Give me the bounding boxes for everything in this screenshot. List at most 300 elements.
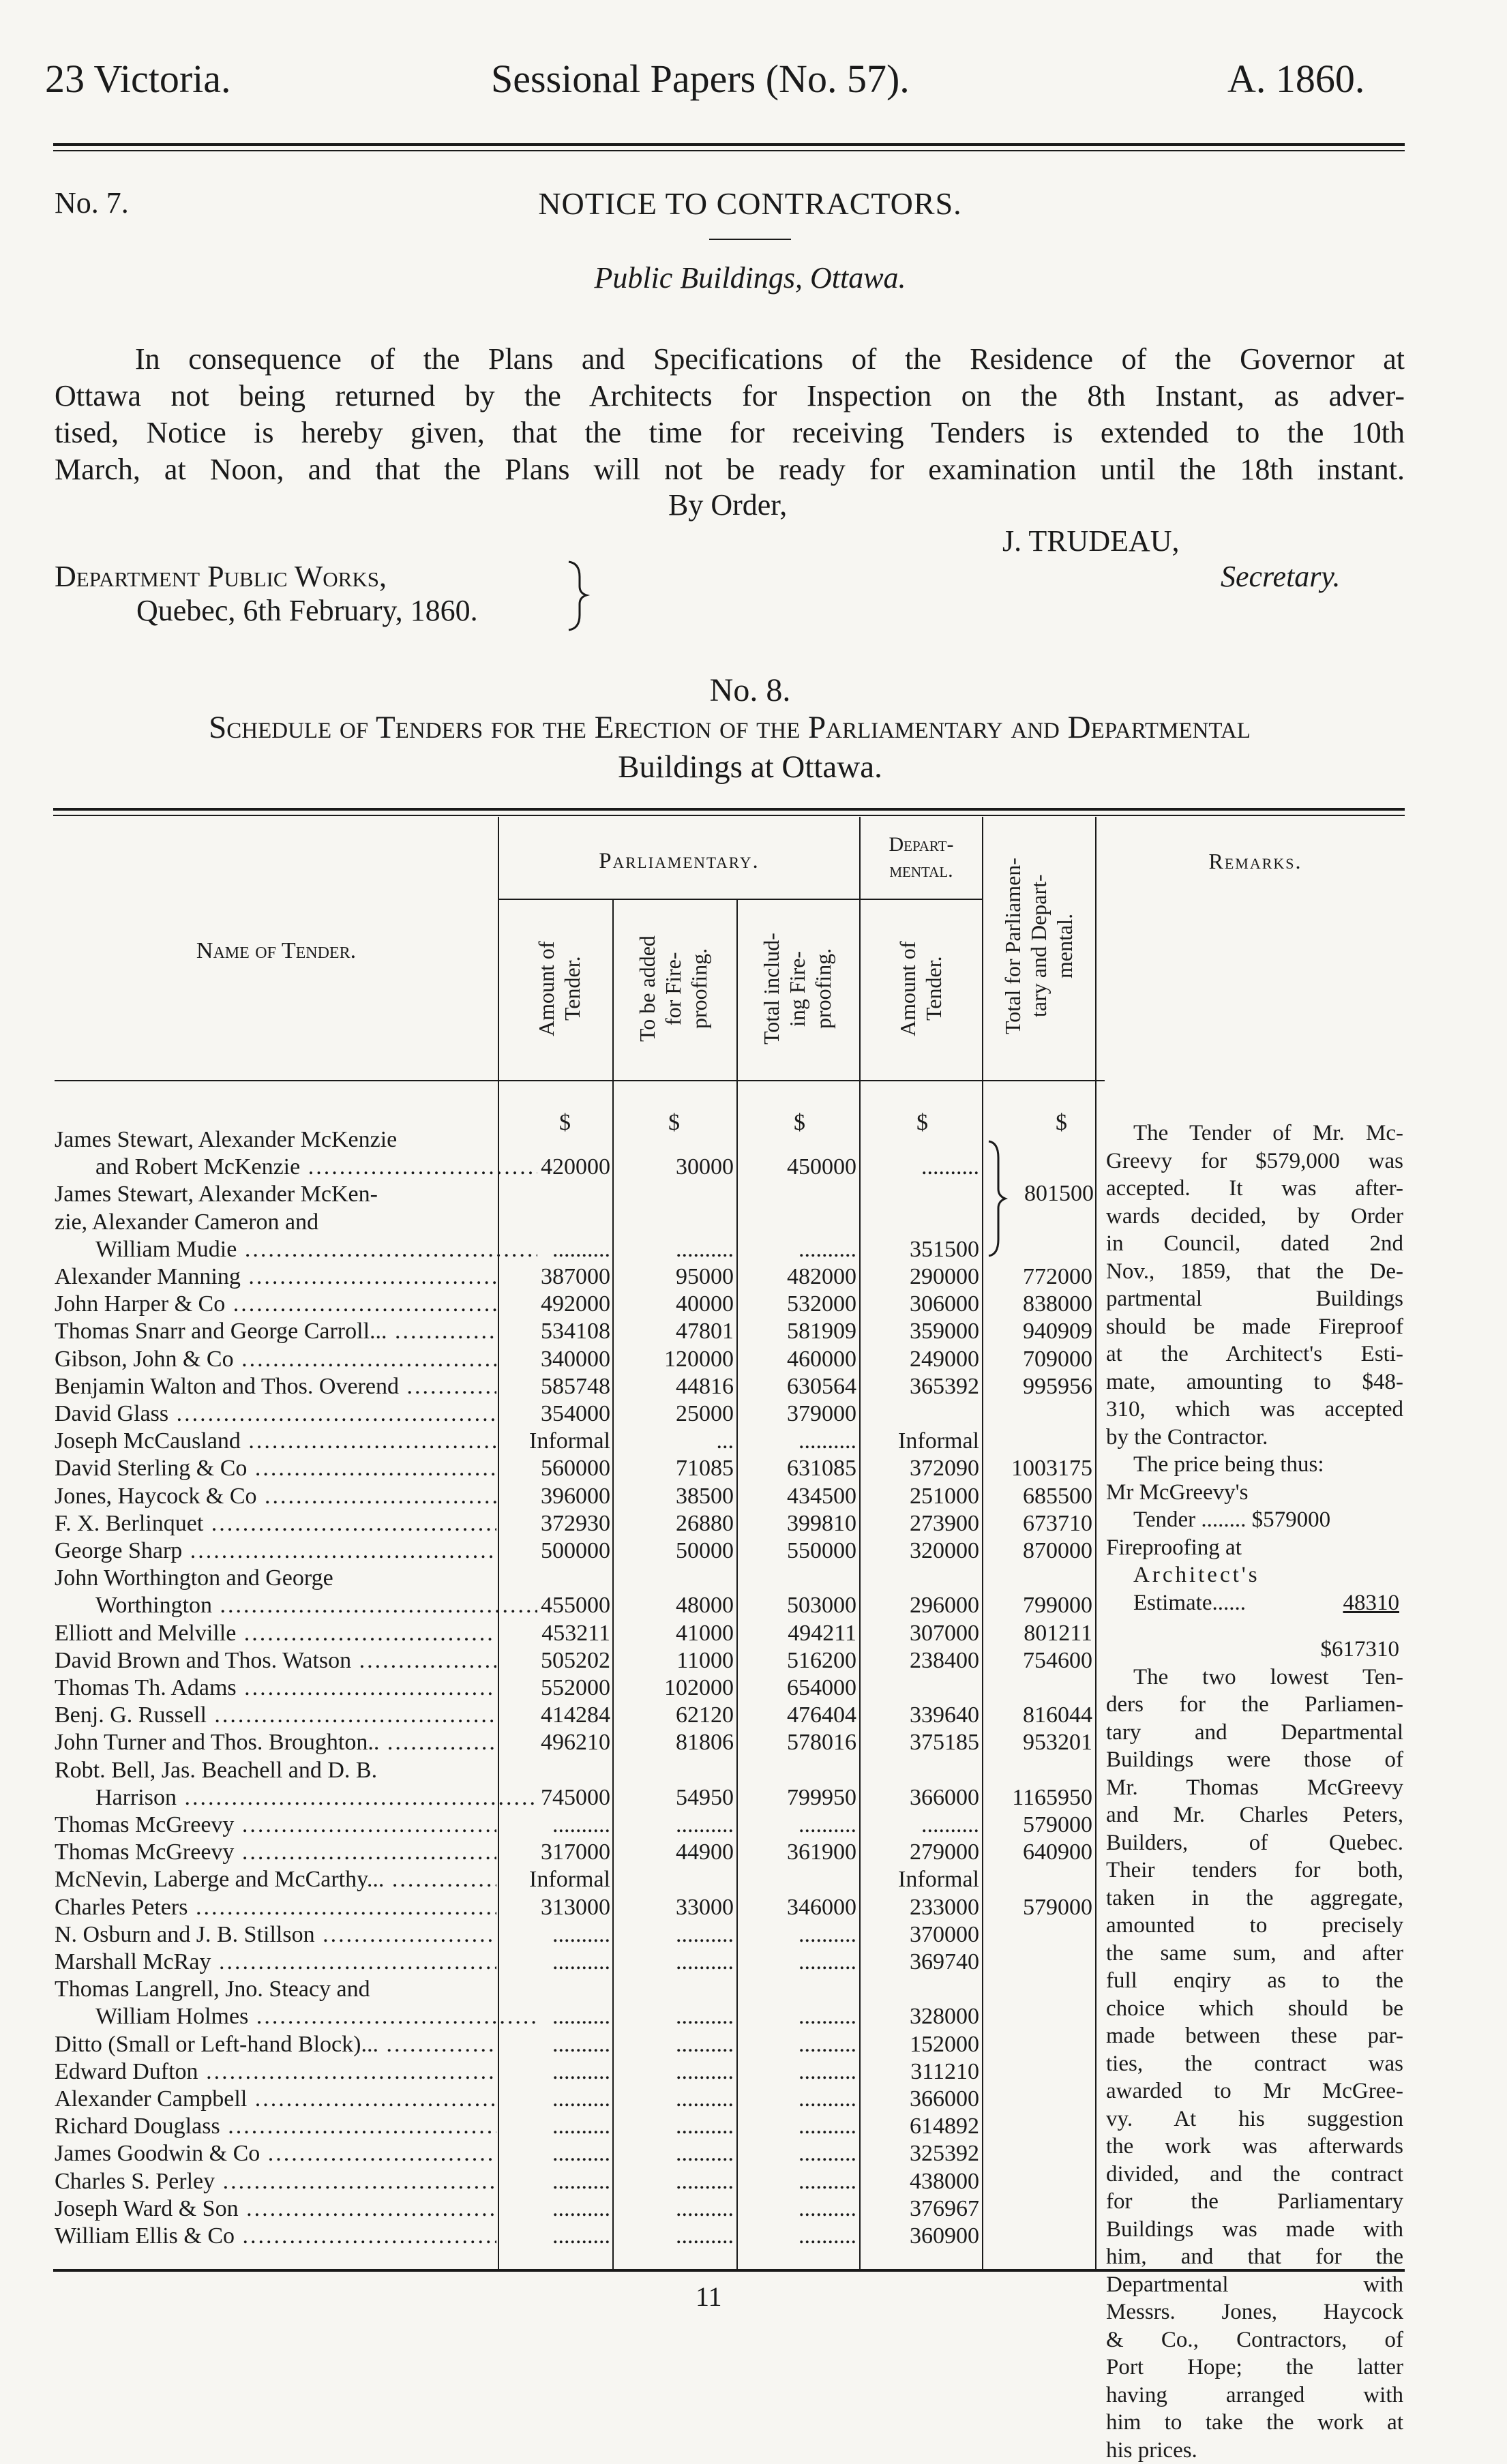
tender-name-text: Thomas Th. Adams: [55, 1675, 237, 1700]
amount-d: Informal: [863, 1866, 979, 1893]
remarks-line: should be made Fireproof: [1106, 1313, 1403, 1341]
amount-c: 631085: [741, 1455, 856, 1482]
amount-b: 26880: [618, 1510, 734, 1537]
amount-b: 38500: [618, 1483, 734, 1510]
tender-name: [55, 1126, 496, 1154]
col-fireproofing-header: [634, 907, 712, 1070]
amount-a: 500000: [501, 1537, 610, 1565]
amount-c: 581909: [741, 1318, 856, 1345]
tender-name-text: Joseph Ward & Son: [55, 2196, 239, 2221]
amount-a: ..........: [501, 2223, 610, 2250]
tender-name: [55, 2003, 537, 2030]
remarks-line: him to take the work at: [1106, 2409, 1403, 2437]
remarks-line: Greevy for $579,000 was: [1106, 1147, 1403, 1175]
tender-name: [55, 2140, 496, 2167]
amount-c: 476404: [741, 1702, 856, 1729]
remarks-line: Architect's: [1106, 1561, 1403, 1589]
by-order: By Order,: [668, 487, 787, 522]
amount-c: 460000: [741, 1346, 856, 1373]
amount-a: 414284: [501, 1702, 610, 1729]
table-row: [55, 1894, 1105, 1921]
tender-name: [55, 1510, 496, 1537]
remarks-line: The Tender of Mr. Mc-: [1106, 1120, 1403, 1147]
amount-b: ..........: [618, 2223, 734, 2250]
tender-name: [55, 1921, 496, 1949]
notice-title: NOTICE TO CONTRACTORS.: [409, 185, 1091, 222]
amount-c: 346000: [741, 1894, 856, 1921]
tender-name-text: Worthington: [95, 1593, 212, 1618]
amount-a: 552000: [501, 1674, 610, 1702]
amount-b: 25000: [618, 1400, 734, 1428]
amount-a: 313000: [501, 1894, 610, 1921]
remarks-line: awarded to Mr McGree-: [1106, 2077, 1403, 2105]
col-remarks-header: Remarks.: [1106, 849, 1405, 874]
table-row: [55, 1839, 1105, 1866]
amount-e: 709000: [983, 1346, 1092, 1373]
amount-d: 306000: [863, 1291, 979, 1318]
tender-name-text: Alexander Manning: [55, 1264, 241, 1289]
tender-name-text: George Sharp: [55, 1538, 182, 1563]
col-dep-amount-header: [895, 907, 946, 1070]
table-row: [55, 2003, 1105, 2030]
amount-e: 801211: [983, 1620, 1092, 1647]
tender-name-text: Richard Douglass: [55, 2114, 220, 2139]
amount-c: ..........: [741, 2113, 856, 2140]
signer-name: J. TRUDEAU,: [1002, 524, 1180, 558]
amount-a: 455000: [501, 1592, 610, 1619]
amount-a: 496210: [501, 1729, 610, 1756]
col-amount-header: [533, 907, 585, 1070]
remarks-line: ders for the Parliamen-: [1106, 1691, 1403, 1719]
amount-e: 754600: [983, 1647, 1092, 1674]
remarks-line: vy. At his suggestion: [1106, 2105, 1403, 2133]
place-date: Quebec, 6th February, 1860.: [136, 593, 478, 628]
amount-c: ..........: [741, 2168, 856, 2195]
amount-a: 372930: [501, 1510, 610, 1537]
dollar-sign-amount: $: [559, 1110, 571, 1136]
col-total-fire-header: [758, 907, 836, 1070]
amount-b: 33000: [618, 1894, 734, 1921]
amount-c: ..........: [741, 1921, 856, 1949]
page-number: 11: [696, 2281, 722, 2313]
table-row: [55, 1455, 1105, 1482]
tender-name-text: William Mudie: [95, 1237, 237, 1262]
amount-d: 376967: [863, 2195, 979, 2223]
table-row: [55, 1866, 1105, 1893]
tender-name: [55, 1537, 496, 1565]
amount-c: 434500: [741, 1483, 856, 1510]
amount-c: ..........: [741, 1949, 856, 1976]
amount-d: 311210: [863, 2058, 979, 2086]
table-row: [55, 1784, 1105, 1812]
amount-b: 44816: [618, 1373, 734, 1400]
table-row: [55, 2113, 1105, 2140]
tender-name-text: McNevin, Laberge and McCarthy...: [55, 1867, 384, 1892]
amount-d: 249000: [863, 1346, 979, 1373]
amount-b: ..........: [618, 2140, 734, 2167]
tender-name: [55, 2195, 496, 2223]
remarks-line: Mr McGreevy's: [1106, 1479, 1403, 1507]
col-parliamentary-header: Parliamentary.: [499, 849, 859, 874]
amount-d: 320000: [863, 1537, 979, 1565]
remarks-line: him, and that for the: [1106, 2243, 1403, 2271]
tender-name-text: Harrison: [95, 1785, 177, 1810]
tender-name: [55, 1236, 537, 1263]
table-row: [55, 1592, 1105, 1619]
amount-a: Informal: [501, 1428, 610, 1455]
tender-name: [55, 1318, 496, 1345]
amount-b: ..........: [618, 2031, 734, 2058]
amount-b: 48000: [618, 1592, 734, 1619]
dollar-sign-departmental: $: [916, 1110, 928, 1136]
table-row: [55, 2140, 1105, 2167]
amount-a: ..........: [501, 1949, 610, 1976]
amount-c: 578016: [741, 1729, 856, 1756]
amount-d: 279000: [863, 1839, 979, 1866]
remarks-line: the work was afterwards: [1106, 2133, 1403, 2161]
dollar-sign-total-fire: $: [794, 1110, 805, 1136]
amount-a: ..........: [501, 1236, 610, 1263]
table-row: [55, 1236, 1105, 1263]
tender-name-text: Thomas McGreevy: [55, 1839, 234, 1865]
header-bottom-rule: [55, 1080, 1105, 1081]
amount-b: 44900: [618, 1839, 734, 1866]
tender-name-text: Thomas Langrell, Jno. Steacy and: [55, 1977, 370, 2002]
amount-d: ..........: [863, 1154, 979, 1181]
remarks-line: Fireproofing at: [1106, 1534, 1403, 1562]
amount-a: ..........: [501, 2168, 610, 2195]
remarks-line: made between these par-: [1106, 2022, 1403, 2050]
remarks-line: Nov., 1859, that the De-: [1106, 1258, 1403, 1286]
amount-d: 365392: [863, 1373, 979, 1400]
notice-line-1: In consequence of the Plans and Specifications of the Residence of the Governor at: [55, 341, 1405, 378]
remarks-line: Port Hope; the latter: [1106, 2354, 1403, 2382]
remarks-total: $617310: [1106, 1636, 1403, 1664]
amount-c: 494211: [741, 1620, 856, 1647]
tender-name-text: James Stewart, Alexander McKen-: [55, 1182, 378, 1207]
amount-b: ..........: [618, 2113, 734, 2140]
header-title: Sessional Papers (No. 57).: [491, 56, 910, 102]
amount-e: 640900: [983, 1839, 1092, 1866]
remarks-line: Tender ........ $579000: [1106, 1506, 1403, 1534]
remarks-line: Their tenders for both,: [1106, 1857, 1403, 1884]
notice-body: [55, 341, 1405, 488]
schedule-title-2: Buildings at Ottawa.: [409, 749, 1091, 785]
amount-b: 62120: [618, 1702, 734, 1729]
amount-d: 359000: [863, 1318, 979, 1345]
amount-b: ..........: [618, 2003, 734, 2030]
tender-name: [55, 1729, 496, 1756]
amount-d: 370000: [863, 1921, 979, 1949]
amount-e: 995956: [983, 1373, 1092, 1400]
tender-name: [55, 1839, 496, 1866]
amount-d: Informal: [863, 1428, 979, 1455]
table-row: [55, 1126, 1105, 1154]
tender-name: [55, 2058, 496, 2086]
parliamentary-rule: [498, 899, 859, 900]
notice-line-2: Ottawa not being returned by the Architects for Inspection on the 8th Instant, as adver-: [55, 378, 1405, 415]
amount-a: ..........: [501, 2140, 610, 2167]
dollar-sign-total: $: [1056, 1110, 1067, 1136]
amount-d: 614892: [863, 2113, 979, 2140]
amount-a: 534108: [501, 1318, 610, 1345]
col-total-line-2: tary and Depart-: [1026, 822, 1051, 1070]
amount-c: ..........: [741, 2058, 856, 2086]
amount-a: ..........: [501, 2195, 610, 2223]
amount-b: 47801: [618, 1318, 734, 1345]
tender-name: [55, 1400, 496, 1428]
tender-name-text: Charles S. Perley: [55, 2169, 215, 2194]
table-row: [55, 1373, 1105, 1400]
col-dep-line-1: Amount of: [895, 907, 921, 1070]
tender-name-text: John Harper & Co: [55, 1291, 225, 1317]
amount-b: ...: [618, 1428, 734, 1455]
amount-b: 81806: [618, 1729, 734, 1756]
amount-c: 799950: [741, 1784, 856, 1812]
notice-number: No. 7.: [55, 185, 129, 220]
table-row: [55, 1729, 1105, 1756]
tender-name-text: Charles Peters: [55, 1895, 188, 1920]
dollar-sign-fireproofing: $: [668, 1110, 680, 1136]
amount-e: 940909: [983, 1318, 1092, 1345]
tender-name: [55, 1949, 496, 1976]
tender-name-text: Benj. G. Russell: [55, 1702, 207, 1728]
amount-c: 550000: [741, 1537, 856, 1565]
amount-c: 482000: [741, 1263, 856, 1291]
tender-name-text: N. Osburn and J. B. Stillson: [55, 1922, 315, 1947]
table-rule-top-2: [53, 815, 1405, 816]
col-fire-line-2: for Fire-: [660, 907, 686, 1070]
amount-b: 41000: [618, 1620, 734, 1647]
amount-c: ..........: [741, 1236, 856, 1263]
tender-name-text: Ditto (Small or Left-hand Block)...: [55, 2032, 378, 2057]
tender-name-text: Edward Dufton: [55, 2059, 198, 2084]
col-incl-line-3: proofing.: [810, 907, 836, 1070]
remarks-line: in Council, dated 2nd: [1106, 1230, 1403, 1258]
amount-a: ..........: [501, 2113, 610, 2140]
amount-a: 420000: [501, 1154, 610, 1181]
remarks-line: amounted to precisely: [1106, 1912, 1403, 1940]
tender-name: [55, 1428, 496, 1455]
remarks-line: wards decided, by Order: [1106, 1203, 1403, 1231]
header-year: A. 1860.: [1227, 56, 1364, 102]
tender-name: [55, 1812, 496, 1839]
tender-name: [55, 1894, 496, 1921]
amount-b: ..........: [618, 1236, 734, 1263]
amount-d: 325392: [863, 2140, 979, 2167]
remarks-line: The price being thus:: [1106, 1451, 1403, 1479]
remarks-amount: 48310: [1343, 1589, 1400, 1617]
tender-name: [55, 1592, 537, 1619]
amount-d: 375185: [863, 1729, 979, 1756]
amount-e: 579000: [983, 1812, 1092, 1839]
remarks-line: tary and Departmental: [1106, 1719, 1403, 1747]
remarks-line: having arranged with: [1106, 2382, 1403, 2409]
col-incl-line-1: Total includ-: [758, 907, 784, 1070]
amount-d: 369740: [863, 1949, 979, 1976]
tender-name: [55, 1674, 496, 1702]
tender-name: [55, 1784, 537, 1812]
amount-e: 772000: [983, 1263, 1092, 1291]
amount-e: 838000: [983, 1291, 1092, 1318]
amount-d: ..........: [863, 1812, 979, 1839]
table-row: [55, 1263, 1105, 1291]
tender-name-text: Gibson, John & Co: [55, 1347, 234, 1372]
table-row: [55, 1209, 1105, 1236]
amount-d: 372090: [863, 1455, 979, 1482]
tender-name: [55, 2113, 496, 2140]
remarks-line: & Co., Contractors, of: [1106, 2326, 1403, 2354]
amount-c: 654000: [741, 1674, 856, 1702]
table-row: [55, 1346, 1105, 1373]
amount-b: ..........: [618, 1949, 734, 1976]
tender-name: [55, 2086, 496, 2113]
amount-c: ..........: [741, 2031, 856, 2058]
amount-b: 120000: [618, 1346, 734, 1373]
tender-name: [55, 2223, 496, 2250]
table-row: [55, 1812, 1105, 1839]
col-total-header: [1000, 822, 1077, 1070]
tender-name: [55, 1565, 496, 1592]
amount-a: ..........: [501, 1921, 610, 1949]
amount-c: 379000: [741, 1400, 856, 1428]
remarks-line: Buildings was made with: [1106, 2216, 1403, 2244]
amount-a: ..........: [501, 2058, 610, 2086]
amount-a: 745000: [501, 1784, 610, 1812]
amount-d: 296000: [863, 1592, 979, 1619]
amount-c: 630564: [741, 1373, 856, 1400]
tender-name: [55, 1757, 496, 1784]
amount-d: 233000: [863, 1894, 979, 1921]
remarks-line: and Mr. Charles Peters,: [1106, 1801, 1403, 1829]
amount-e: 685500: [983, 1483, 1092, 1510]
table-row: [55, 2223, 1105, 2250]
amount-b: ..........: [618, 1812, 734, 1839]
amount-c: ..........: [741, 1812, 856, 1839]
amount-a: Informal: [501, 1866, 610, 1893]
amount-b: ..........: [618, 2168, 734, 2195]
remarks-line: Builders, of Quebec.: [1106, 1829, 1403, 1857]
remarks-line: taken in the aggregate,: [1106, 1884, 1403, 1912]
col-amount-line-1: Amount of: [533, 907, 559, 1070]
tender-name-text: James Goodwin & Co: [55, 2141, 260, 2166]
notice-line-4: March, at Noon, and that the Plans will not be ready for examination until the 18th instant.: [55, 451, 1405, 488]
col-dep-line-2: Tender.: [921, 907, 946, 1070]
tender-name-text: Thomas Snarr and George Carroll...: [55, 1319, 387, 1344]
tender-name-text: and Robert McKenzie: [95, 1154, 300, 1180]
amount-c: 503000: [741, 1592, 856, 1619]
col-total-line-3: mental.: [1051, 822, 1077, 1070]
amount-d: 351500: [863, 1236, 979, 1263]
remarks-line: at the Architect's Esti-: [1106, 1340, 1403, 1368]
tender-name-text: John Worthington and George: [55, 1565, 333, 1591]
remarks-line: choice which should be: [1106, 1995, 1403, 2023]
table-row: [55, 1291, 1105, 1318]
table-row: [55, 2031, 1105, 2058]
amount-b: 11000: [618, 1647, 734, 1674]
header-volume: 23 Victoria.: [45, 56, 231, 102]
stewart-brace: [985, 1137, 1012, 1260]
amount-e: 1003175: [983, 1455, 1092, 1482]
amount-c: ..........: [741, 2195, 856, 2223]
tender-name-text: Robt. Bell, Jas. Beachell and D. B.: [55, 1758, 377, 1783]
remarks-line: full enqiry as to the: [1106, 1967, 1403, 1995]
amount-a: 340000: [501, 1346, 610, 1373]
remarks-line: mate, amounting to $48-: [1106, 1368, 1403, 1396]
amount-a: 396000: [501, 1483, 610, 1510]
tender-name-text: David Sterling & Co: [55, 1456, 247, 1481]
tender-name: [55, 1455, 496, 1482]
tender-name: [55, 1154, 537, 1181]
tender-name: [55, 2168, 496, 2195]
amount-b: 71085: [618, 1455, 734, 1482]
remarks-line: partmental Buildings: [1106, 1285, 1403, 1313]
amount-b: ..........: [618, 2195, 734, 2223]
amount-c: 516200: [741, 1647, 856, 1674]
tender-name-text: zie, Alexander Cameron and: [55, 1210, 318, 1235]
table-row: [55, 1921, 1105, 1949]
amount-d: 366000: [863, 2086, 979, 2113]
col-fire-line-3: proofing.: [686, 907, 712, 1070]
remarks-line: Estimate......: [1106, 1591, 1246, 1615]
amount-b: 95000: [618, 1263, 734, 1291]
amount-a: ..........: [501, 2086, 610, 2113]
amount-a: ..........: [501, 1812, 610, 1839]
tender-name-text: David Glass: [55, 1401, 168, 1426]
amount-d: 273900: [863, 1510, 979, 1537]
amount-c: 361900: [741, 1839, 856, 1866]
amount-d: 251000: [863, 1483, 979, 1510]
tender-name: [55, 1866, 496, 1893]
tender-name: [55, 1209, 496, 1236]
remarks-line: Buildings were those of: [1106, 1746, 1403, 1774]
tender-name-text: William Ellis & Co: [55, 2223, 235, 2249]
table-row: [55, 1674, 1105, 1702]
table-row: [55, 1154, 1105, 1181]
col-fire-line-1: To be added: [634, 907, 660, 1070]
table-row: [55, 1757, 1105, 1784]
amount-e: 673710: [983, 1510, 1092, 1537]
notice-subtitle: Public Buildings, Ottawa.: [409, 260, 1091, 295]
header-rule-bottom: [53, 150, 1405, 151]
tender-name-text: Benjamin Walton and Thos. Overend: [55, 1374, 399, 1399]
amount-d: 238400: [863, 1647, 979, 1674]
amount-b: 40000: [618, 1291, 734, 1318]
remarks-line: The two lowest Ten-: [1106, 1664, 1403, 1692]
amount-e: 799000: [983, 1592, 1092, 1619]
signer-title: Secretary.: [1221, 559, 1341, 594]
table-row: [55, 1483, 1105, 1510]
amount-a: 585748: [501, 1373, 610, 1400]
table-row: [55, 2058, 1105, 2086]
tender-name-text: Thomas McGreevy: [55, 1812, 234, 1837]
table-row: [55, 1428, 1105, 1455]
department-name: Department Public Works,: [55, 559, 387, 594]
amount-d: 307000: [863, 1620, 979, 1647]
tender-name-text: David Brown and Thos. Watson: [55, 1648, 351, 1673]
departmental-rule: [861, 899, 982, 900]
amount-b: 102000: [618, 1674, 734, 1702]
amount-d: 152000: [863, 2031, 979, 2058]
notice-line-3: tised, Notice is hereby given, that the time for receiving Tenders is extended to the 10th: [55, 415, 1405, 451]
col-total-line-1: Total for Parliamen-: [1000, 822, 1026, 1070]
tender-name-text: Joseph McCausland: [55, 1428, 241, 1454]
remarks-line: Mr. Thomas McGreevy: [1106, 1774, 1403, 1802]
amount-c: ..........: [741, 2086, 856, 2113]
tender-name-text: William Holmes: [95, 2004, 248, 2029]
col-incl-line-2: ing Fire-: [784, 907, 810, 1070]
amount-c: 532000: [741, 1291, 856, 1318]
